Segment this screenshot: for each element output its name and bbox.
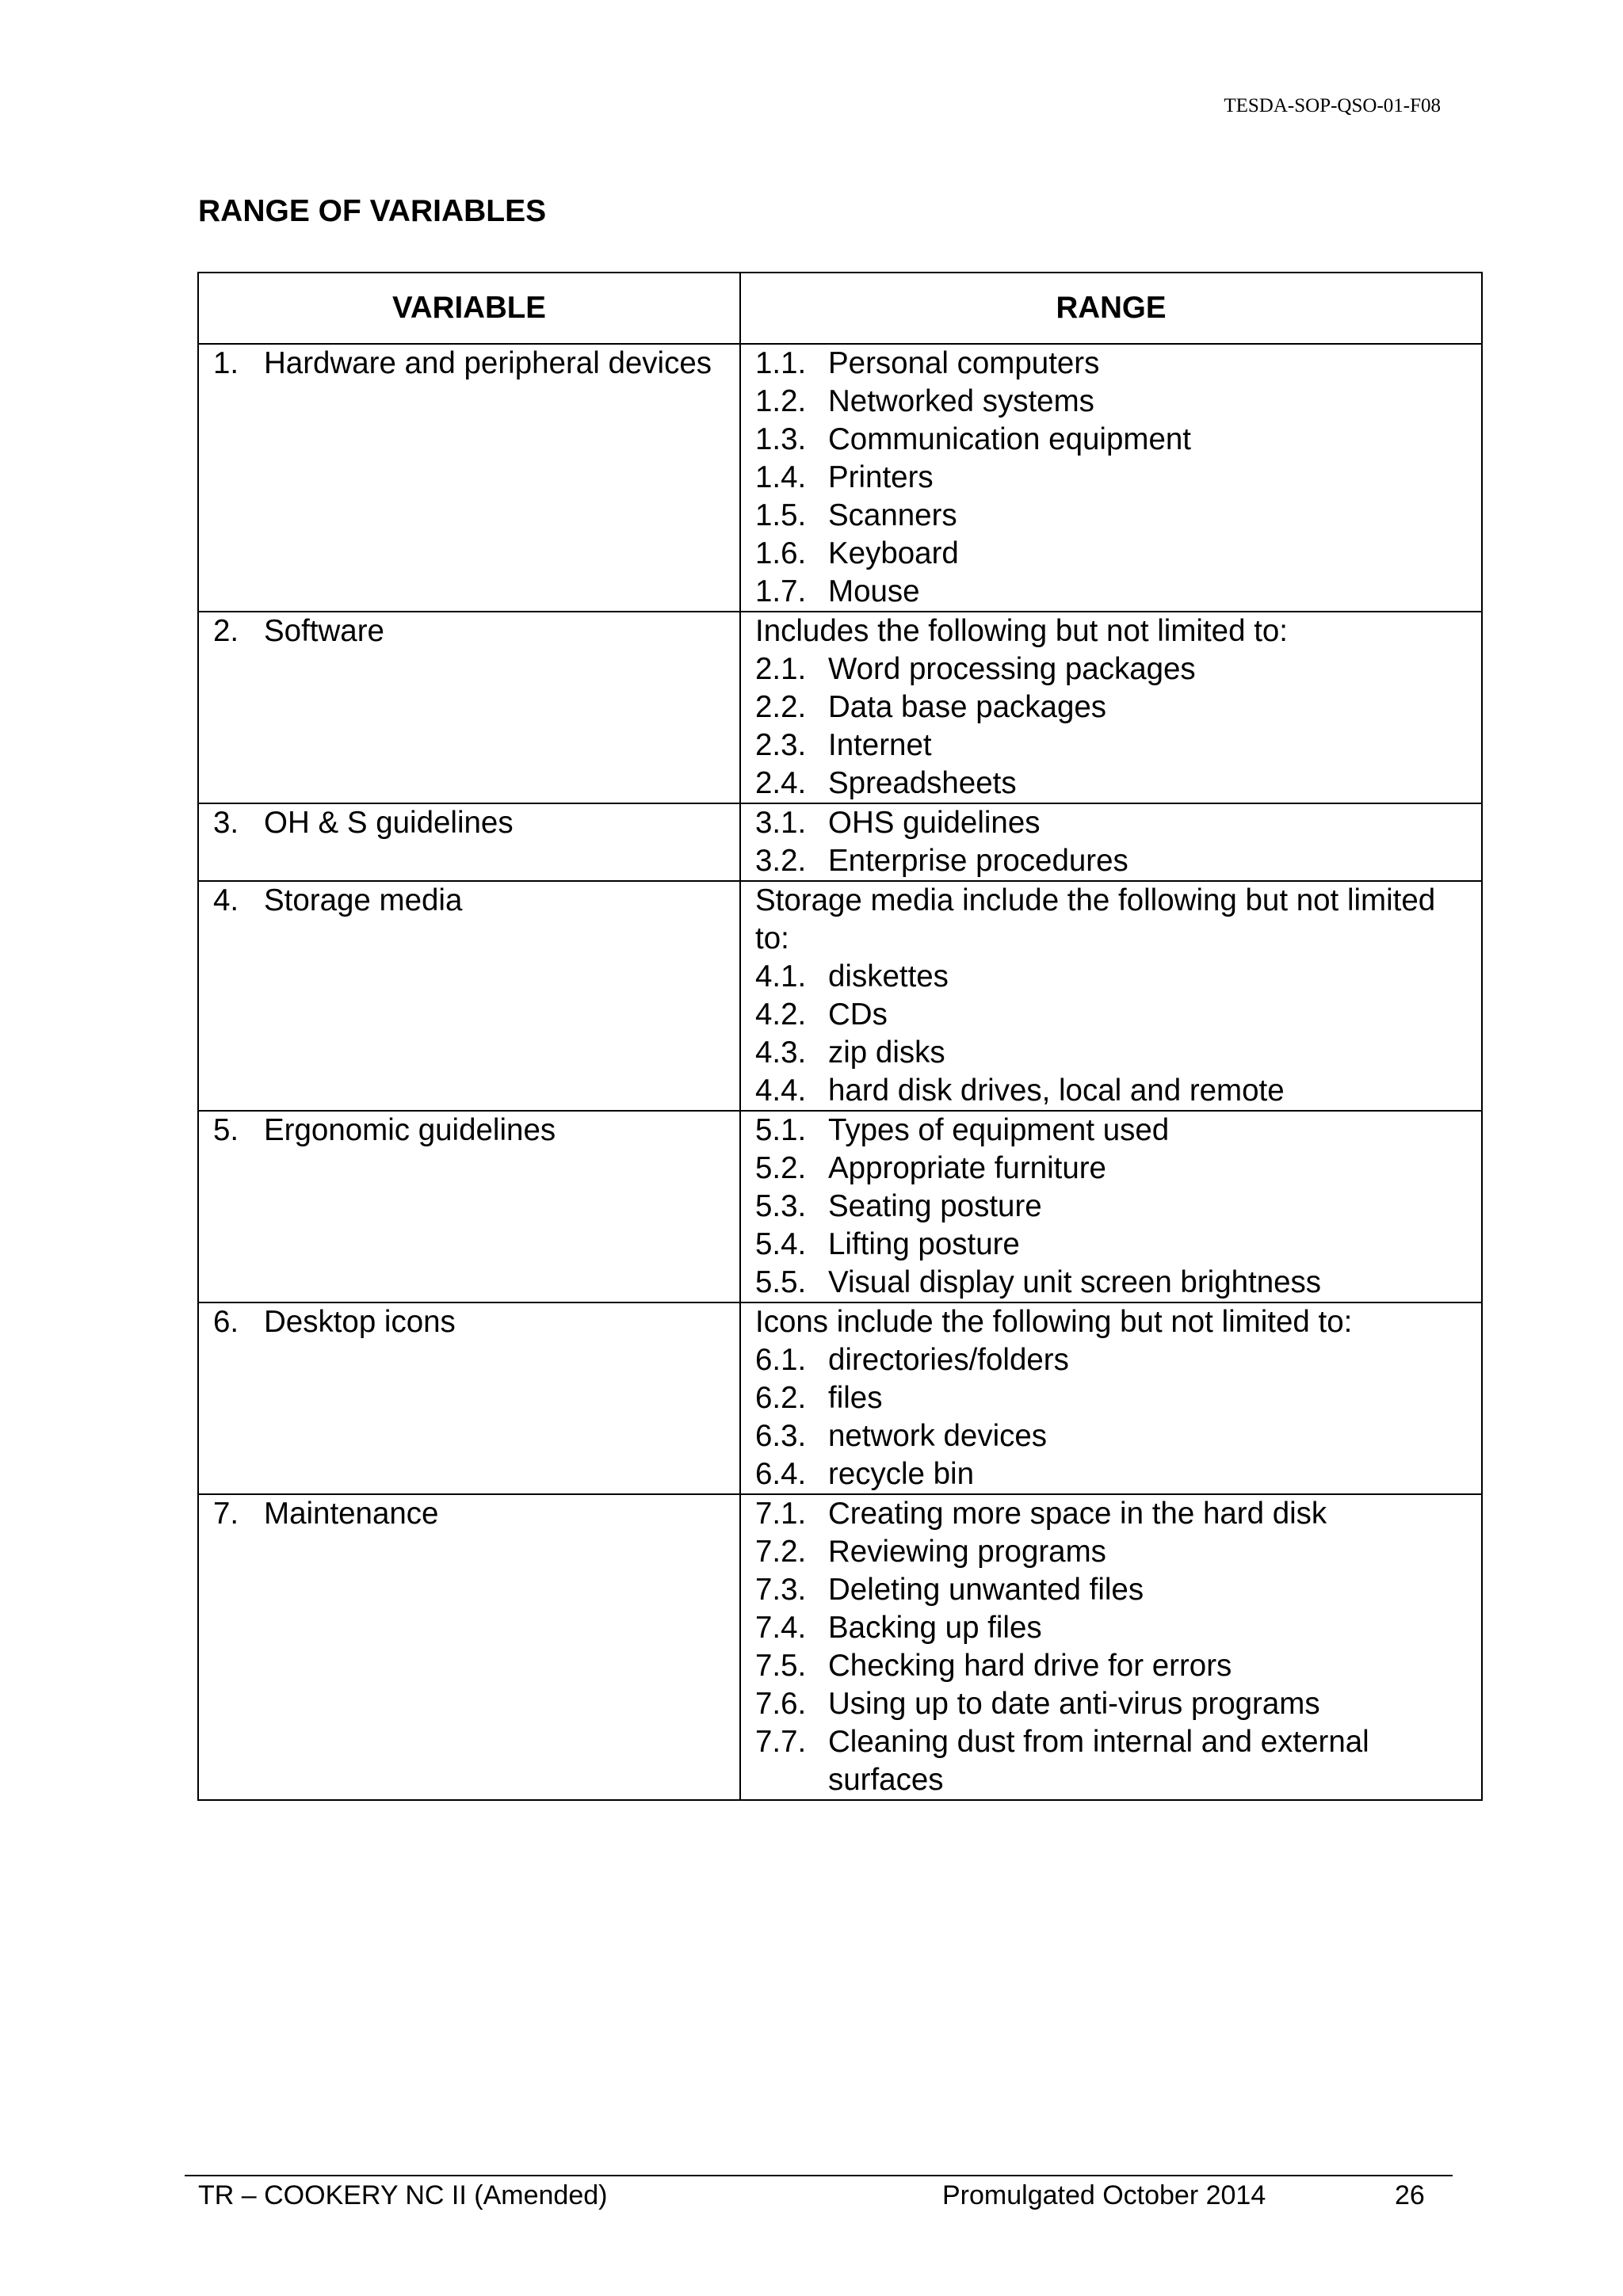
range-item (755, 1685, 1470, 1723)
variable-entry (199, 345, 739, 383)
range-item-number: 5.3. (755, 1189, 807, 1223)
range-item-number: 1.3. (755, 422, 807, 456)
range-item-number: 6.4. (755, 1457, 807, 1491)
range-item-number: 7.4. (755, 1611, 807, 1645)
range-list (741, 1495, 1481, 1799)
range-item-number: 5.4. (755, 1227, 807, 1261)
range-item (755, 1379, 1470, 1417)
range-item-number: 5.5. (755, 1265, 807, 1299)
range-cell (740, 1302, 1482, 1494)
variable-cell (198, 344, 740, 612)
range-item (755, 573, 1470, 611)
range-item (755, 996, 1470, 1034)
range-item-number: 3.1. (755, 806, 807, 840)
range-item-text: Backing up files (828, 1611, 1042, 1645)
range-item-text: Communication equipment (828, 422, 1191, 456)
range-list (741, 804, 1481, 880)
range-item-text: Deleting unwanted files (828, 1573, 1144, 1607)
range-cell (740, 344, 1482, 612)
range-item-number: 2.4. (755, 766, 807, 800)
range-item-text: Seating posture (828, 1189, 1042, 1223)
range-item (755, 535, 1470, 573)
document-id: TESDA-SOP-QSO-01-F08 (1224, 95, 1441, 116)
range-list (741, 1112, 1481, 1302)
range-item-number: 1.6. (755, 536, 807, 570)
range-cell (740, 881, 1482, 1111)
range-item-number: 5.1. (755, 1113, 807, 1147)
range-item-text: Networked systems (828, 384, 1094, 418)
range-item (755, 1417, 1470, 1455)
range-item (755, 765, 1470, 803)
range-intro: Icons include the following but not limited to: (755, 1305, 1353, 1339)
range-item-number: 1.1. (755, 346, 807, 380)
range-list (741, 612, 1481, 803)
range-cell (740, 1494, 1482, 1800)
range-item (755, 1112, 1470, 1150)
range-item-text: diskettes (828, 959, 949, 994)
variable-number: 6. (213, 1305, 239, 1339)
range-item-text: Types of equipment used (828, 1113, 1170, 1147)
range-item (755, 1723, 1470, 1799)
range-item-text: network devices (828, 1419, 1048, 1453)
range-item-number: 1.4. (755, 460, 807, 494)
variable-number: 1. (213, 346, 239, 380)
range-item (755, 1609, 1470, 1647)
range-item (755, 1571, 1470, 1609)
variable-entry (199, 804, 739, 842)
table-row (198, 1302, 1482, 1494)
variable-name: Maintenance (264, 1497, 439, 1531)
variable-name: Storage media (264, 883, 463, 917)
range-item-number: 4.1. (755, 959, 807, 994)
range-item-text: Scanners (828, 498, 957, 532)
variable-entry (199, 1303, 739, 1341)
range-item-text: Enterprise procedures (828, 844, 1128, 878)
range-item (755, 958, 1470, 996)
table-row (198, 803, 1482, 881)
range-item-text: Checking hard drive for errors (828, 1649, 1232, 1683)
variable-name: OH & S guidelines (264, 806, 514, 840)
range-item (755, 1226, 1470, 1264)
range-item-number: 1.2. (755, 384, 807, 418)
range-item-number: 2.1. (755, 652, 807, 686)
range-item-text: Cleaning dust from internal and external surfaces (828, 1725, 1369, 1797)
variable-cell (198, 612, 740, 803)
range-item-number: 2.3. (755, 728, 807, 762)
range-item (755, 842, 1470, 880)
range-item (755, 1034, 1470, 1072)
variable-number: 3. (213, 806, 239, 840)
variable-entry (199, 612, 739, 650)
range-item (755, 1495, 1470, 1533)
variable-entry (199, 1495, 739, 1533)
range-item-number: 3.2. (755, 844, 807, 878)
footer-page-number: 26 (1395, 2180, 1425, 2210)
range-item-number: 5.2. (755, 1151, 807, 1185)
variable-name: Software (264, 614, 384, 648)
range-item (755, 345, 1470, 383)
range-item (755, 688, 1470, 727)
range-item-text: files (828, 1381, 883, 1415)
variable-entry (199, 1112, 739, 1150)
range-item-number: 7.7. (755, 1725, 807, 1759)
range-item (755, 421, 1470, 459)
variable-name: Desktop icons (264, 1305, 456, 1339)
variable-number: 4. (213, 883, 239, 917)
range-list (741, 345, 1481, 611)
range-item-text: Visual display unit screen brightness (828, 1265, 1322, 1299)
range-item (755, 650, 1470, 688)
footer-document-title: TR – COOKERY NC II (Amended) (198, 2180, 608, 2210)
range-item (755, 1188, 1470, 1226)
range-item-number: 4.2. (755, 997, 807, 1032)
range-intro: Includes the following but not limited to: (755, 614, 1289, 648)
range-item-number: 6.1. (755, 1343, 807, 1377)
range-item (755, 383, 1470, 421)
variable-cell (198, 803, 740, 881)
range-item-text: Word processing packages (828, 652, 1196, 686)
range-cell (740, 612, 1482, 803)
range-item-number: 2.2. (755, 690, 807, 724)
range-cell (740, 1111, 1482, 1302)
variable-name: Ergonomic guidelines (264, 1113, 556, 1147)
range-item-number: 4.3. (755, 1035, 807, 1070)
footer-promulgation-date: Promulgated October 2014 (942, 2180, 1266, 2210)
range-item-text: Appropriate furniture (828, 1151, 1106, 1185)
range-item (755, 1072, 1470, 1110)
range-item-number: 7.5. (755, 1649, 807, 1683)
range-item-text: hard disk drives, local and remote (828, 1074, 1285, 1108)
range-item-number: 7.1. (755, 1497, 807, 1531)
table-header-row (198, 273, 1482, 344)
range-item-number: 4.4. (755, 1074, 807, 1108)
range-item (755, 1264, 1470, 1302)
range-item-text: directories/folders (828, 1343, 1069, 1377)
range-intro: Storage media include the following but not limited to: (755, 883, 1436, 955)
range-item (755, 497, 1470, 535)
table-row (198, 1111, 1482, 1302)
table-row (198, 1494, 1482, 1800)
range-item-text: Keyboard (828, 536, 959, 570)
range-item (755, 459, 1470, 497)
column-header-range: RANGE (740, 273, 1482, 344)
range-item-text: zip disks (828, 1035, 945, 1070)
table-row (198, 881, 1482, 1111)
range-item-text: Data base packages (828, 690, 1107, 724)
variable-cell (198, 1302, 740, 1494)
range-list (741, 882, 1481, 1110)
table-row (198, 612, 1482, 803)
range-item-number: 7.3. (755, 1573, 807, 1607)
range-item-text: Printers (828, 460, 934, 494)
variable-cell (198, 1111, 740, 1302)
range-item-text: OHS guidelines (828, 806, 1041, 840)
column-header-variable: VARIABLE (198, 273, 740, 344)
range-item-text: Mouse (828, 574, 920, 608)
range-item (755, 1533, 1470, 1571)
range-item-number: 6.2. (755, 1381, 807, 1415)
range-item-text: Creating more space in the hard disk (828, 1497, 1327, 1531)
range-item-number: 7.2. (755, 1535, 807, 1569)
range-item (755, 804, 1470, 842)
table-body (198, 344, 1482, 1800)
range-item (755, 1341, 1470, 1379)
variable-name: Hardware and peripheral devices (264, 346, 712, 380)
range-item-text: Lifting posture (828, 1227, 1020, 1261)
range-item-number: 6.3. (755, 1419, 807, 1453)
variable-cell (198, 1494, 740, 1800)
range-cell (740, 803, 1482, 881)
range-item (755, 727, 1470, 765)
variable-entry (199, 882, 739, 920)
variable-number: 7. (213, 1497, 239, 1531)
range-list (741, 1303, 1481, 1493)
range-item-text: Spreadsheets (828, 766, 1017, 800)
range-item-text: Reviewing programs (828, 1535, 1106, 1569)
range-item-number: 7.6. (755, 1687, 807, 1721)
range-item-text: CDs (828, 997, 888, 1032)
range-item-text: Internet (828, 728, 932, 762)
variable-number: 2. (213, 614, 239, 648)
variable-cell (198, 881, 740, 1111)
footer-divider (185, 2175, 1453, 2176)
variable-number: 5. (213, 1113, 239, 1147)
range-item (755, 1455, 1470, 1493)
range-item-text: Using up to date anti-virus programs (828, 1687, 1320, 1721)
range-item-text: Personal computers (828, 346, 1100, 380)
table-row (198, 344, 1482, 612)
range-item-number: 1.5. (755, 498, 807, 532)
range-item-number: 1.7. (755, 574, 807, 608)
range-item-text: recycle bin (828, 1457, 975, 1491)
range-item (755, 1647, 1470, 1685)
range-of-variables-table (197, 272, 1483, 1801)
range-item (755, 1150, 1470, 1188)
page-title: RANGE OF VARIABLES (198, 194, 547, 228)
